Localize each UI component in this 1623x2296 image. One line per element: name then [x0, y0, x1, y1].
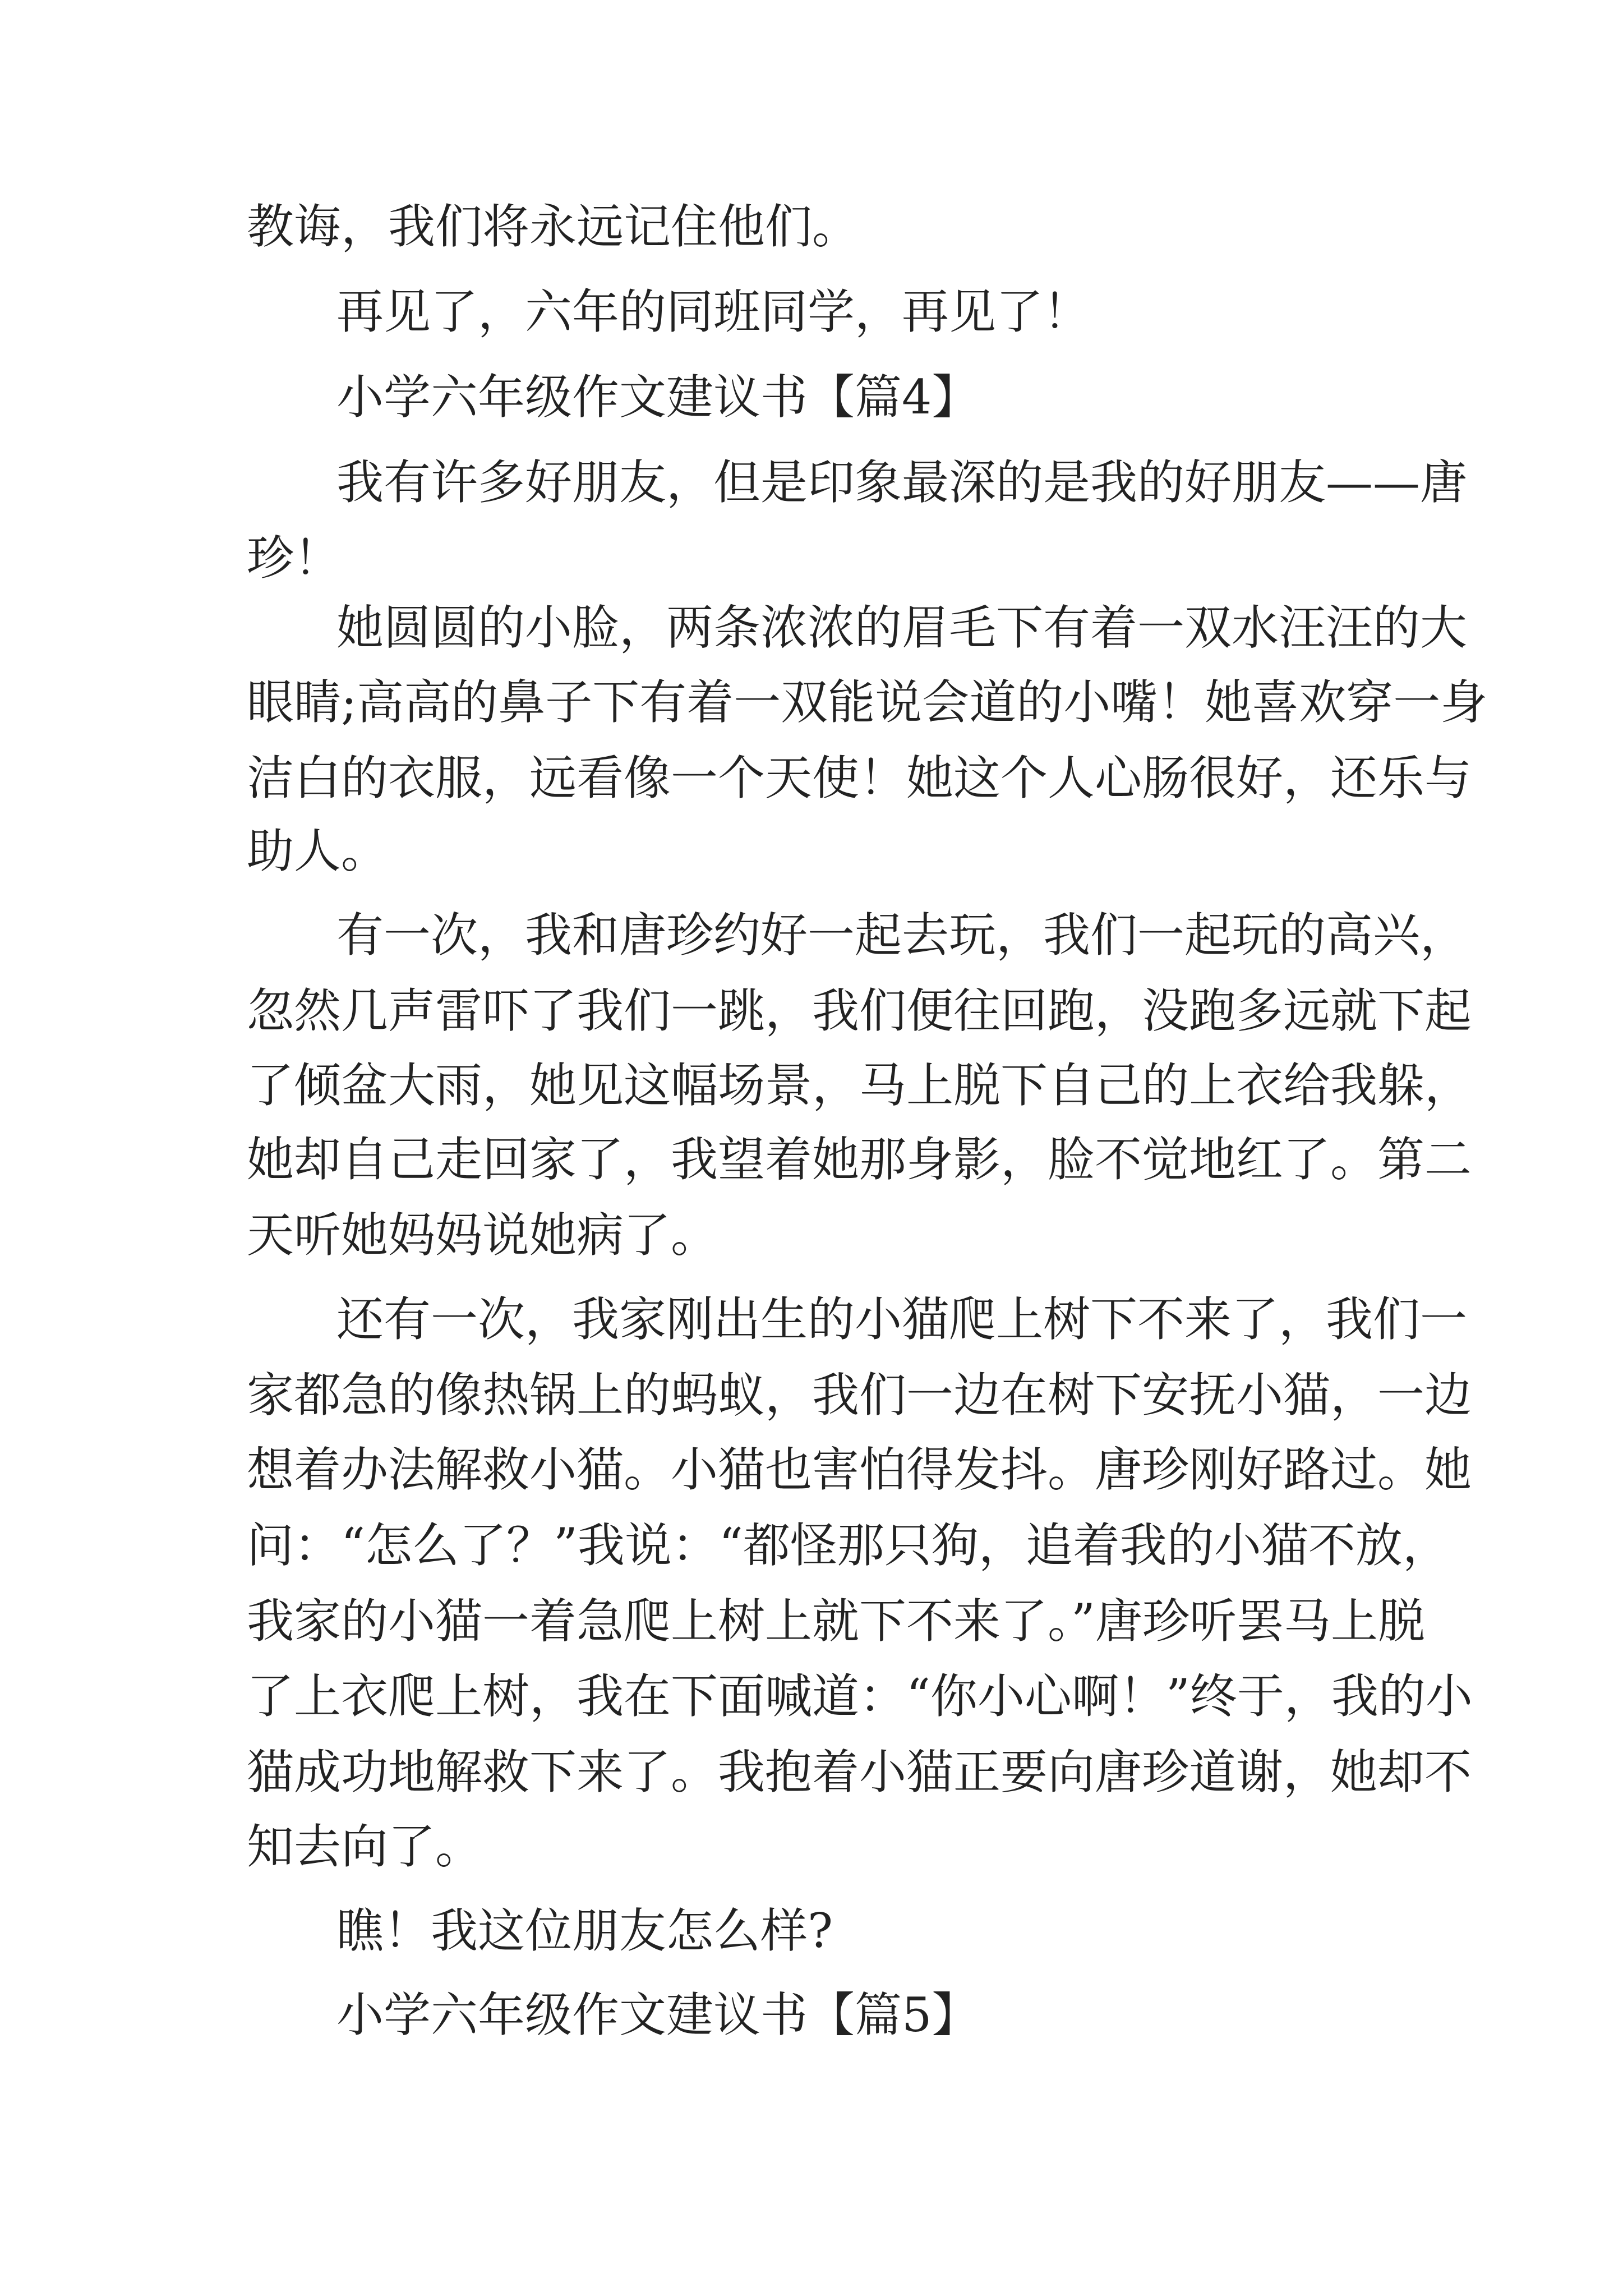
- text-line: 问：“怎么了？”我说：“都怪那只狗，追着我的小猫不放，: [247, 1518, 1450, 1573]
- text-line: 我有许多好朋友，但是印象最深的是我的好朋友——唐: [336, 455, 1468, 510]
- text-line: 知去向了。: [247, 1819, 483, 1874]
- text-line: 猫成功地解救下来了。我抱着小猫正要向唐珍道谢，她却不: [247, 1745, 1472, 1800]
- text-line: 她圆圆的小脸，两条浓浓的眉毛下有着一双水汪汪的大: [336, 600, 1468, 655]
- text-line: 了倾盆大雨，她见这幅场景，马上脱下自己的上衣给我躲，: [247, 1058, 1472, 1113]
- text-line: 她却自己走回家了，我望着她那身影，脸不觉地红了。第二: [247, 1132, 1472, 1187]
- text-line: 天听她妈妈说她病了。: [247, 1208, 718, 1263]
- text-line: 家都急的像热锅上的蚂蚁，我们一边在树下安抚小猫，一边: [247, 1368, 1472, 1423]
- text-line: 有一次，我和唐珍约好一起去玩，我们一起玩的高兴，: [336, 908, 1468, 963]
- text-line: 想着办法解救小猫。小猫也害怕得发抖。唐珍刚好路过。她: [247, 1442, 1472, 1497]
- text-line: 珍！: [247, 531, 342, 586]
- text-line: 还有一次，我家刚出生的小猫爬上树下不来了，我们一: [336, 1292, 1468, 1347]
- text-line: 忽然几声雷吓了我们一跳，我们便往回跑，没跑多远就下起: [247, 983, 1472, 1038]
- text-line: 助人。: [247, 823, 389, 878]
- text-line: 再见了，六年的同班同学，再见了！: [336, 284, 1091, 339]
- text-line: 了上衣爬上树，我在下面喊道：“你小心啊！”终于，我的小: [247, 1669, 1473, 1724]
- text-line: 眼睛;高高的鼻子下有着一双能说会道的小嘴！她喜欢穿一身: [247, 675, 1488, 730]
- text-line: 瞧！我这位朋友怎么样?: [336, 1903, 833, 1958]
- text-line: 洁白的衣服，远看像一个天使！她这个人心肠很好，还乐与: [247, 751, 1472, 806]
- section-heading: 小学六年级作文建议书【篇5】: [336, 1987, 979, 2042]
- text-line: 教诲，我们将永远记住他们。: [247, 199, 860, 254]
- section-heading: 小学六年级作文建议书【篇4】: [336, 370, 979, 425]
- text-line: 我家的小猫一着急爬上树上就下不来了。”唐珍听罢马上脱: [247, 1594, 1425, 1649]
